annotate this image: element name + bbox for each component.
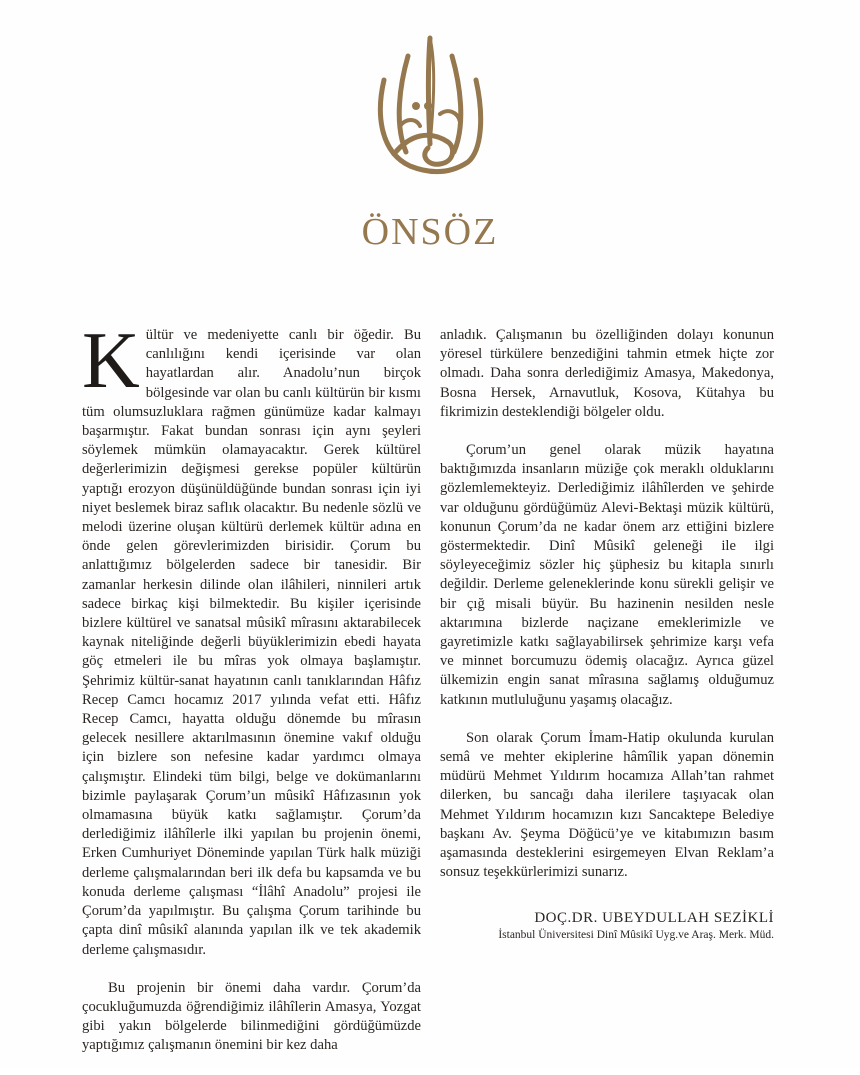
- drop-cap: K: [82, 317, 140, 405]
- calligraphy-emblem-icon: [370, 34, 490, 184]
- left-column: [82, 317, 421, 1075]
- page-title: ÖNSÖZ: [361, 211, 499, 253]
- author-affiliation: İstanbul Üniversitesi Dinî Mûsikî Uyg.ve Araş. Merk. Müd.: [498, 929, 774, 941]
- paragraph-project-importance: Bu projenin bir önemi daha vardır. Çorum’da çocukluğumuzda öğrendiğimiz ilâhîlerin Amasya, Yozgat gibi yakın bölgelerde bilinmediğini gördüğümüzde yaptığımız çalışmanın önemini bir kez daha: [82, 979, 421, 1054]
- author-name: DOÇ.DR. UBEYDULLAH SEZİKLİ: [534, 910, 774, 926]
- paragraph-thanks: Son olarak Çorum İmam-Hatip okulunda kurulan semâ ve mehter ekiplerine hâmîlik yapan dönemin müdürü Mehmet Yıldırım hocamıza Allah’tan rahmet dilerken, bu sancağı daha ilerilere taşıyacak olan Mehmet Yıldırım hocamızın kızı Sancaktepe Belediye başkanı Av. Şeyma Döğücü’ye ve kitabımızın basım aşamasında desteklerini esirgemeyen Elvan Reklam’a sonsuz teşekkürlerimizi sunarız.: [440, 729, 774, 881]
- paragraph-continuation: anladık. Çalışmanın bu özelliğinden dolayı konunun yöresel türkülere benzediğini tahmin etmek hiçte zor olmadı. Daha sonra derlediğimiz Amasya, Makedonya, Bosna Hersek, Arnavutluk, Kosova, Kütahya bu fikrimizin desteklendiği bölgeler oldu.: [440, 327, 774, 420]
- signature-block: [440, 910, 774, 941]
- paragraph-music-life: Çorum’un genel olarak müzik hayatına baktığımızda insanların müziğe çok meraklı olduklarını gözlemlemekteyiz. Derlediğimiz ilâhîlerden ve şehirde var olduğunu gördüğümüz Alevi-Bektaşi müzik kültürü, konunun Çorum’da ne kadar önem arz ettiğini bizlere göstermektedir. Dinî Mûsikî geleneği ile ilgi söyleyeceğimiz sözler hiç şüphesiz bu kitapla sınırlı değildir. Derleme geleneklerinde konu sürekli gelişir ve bir çığ misali büyür. Bu hazinenin nesilden nesle aktarımına bizlerde naçizane emeklerimizle ve gayretimizle katkı sağlayabilirsek şehrimize karşı vefa ve minnet borcumuzu ödemiş olacağız. Ayrıca güzel ülkemizin engin sanat mîrasına sağlamış olduğumuz katkının mutluluğunu yaşamış olacağız.: [440, 442, 774, 708]
- intro-paragraph: [82, 317, 421, 960]
- intro-paragraph-text: ültür ve medeniyette canlı bir öğedir. Bu canlılığını kendi içerisinde var olan hayatlardan alır. Anadolu’nun birçok bölgesinde var olan bu canlı kültürün bir kısmı tüm olumsuzluklara rağmen günümüze kadar kalmayı başarmıştır. Fakat bundan sonrası için aynı şeyleri söylemek mümkün olamayacaktır. Gerek kültürel değerlerimizin değişmesi gerekse popüler kültürün yaptığı erozyon düşünüldüğünde bundan sonrası için iyi niyet beslemek biraz saflık olacaktır. Bu nedenle sözlü ve melodi üzerine oluşan kültürü derlemek kültür adına en önde gelen görevlerimizden birisidir. Çorum bu anlattığımız bölgelerden sadece bir tanesidir. Bir zamanlar herkesin dilinde olan ilâhileri, ninnileri artık sadece birkaç kişi bilmektedir. Bu kişiler içerisinde bizlere kültürel ve sanatsal mûsikî mîrasını aktarabilecek kaynak niteliğinde değerli büyüklerimizin ebedi hayata göç etmeleri ile bu mîras yok olmaya başlamıştır. Şehrimiz kültür-sanat hayatının canlı tanıklarından Hâfız Recep Camcı hocamız 2017 yılında vefat etti. Hâfız Recep Camcı, hayatta olduğu dönemde bu mîrasın gelecek nesillere aktarılmasının önemine vakıf olduğu için bizlere son nefesine kadar yardımcı olmaya çalışmıştır. Elindeki tüm bilgi, belge ve dokümanlarını bizimle paylaşarak Çorum’un mûsikî Hâfızasının yok olmamasına büyük katkı sağlamıştır. Çorum’da derlediğimiz ilâhîlerle ilki yapılan bu projenin önemi, Erken Cumhuriyet Döneminde yapılan Türk halk müziği derleme çalışmalarından beri ilk defa bu kapsamda ve bu konuda derleme çalışması “İlâhî Anadolu” projesi ile Çorum’da yapılmıştır. Bu çalışma Çorum tarihinde bu çapta dinî mûsikî alanında yapılan ilk ve tek akademik derleme çalışmasıdır.: [82, 327, 421, 958]
- right-column: [440, 326, 774, 901]
